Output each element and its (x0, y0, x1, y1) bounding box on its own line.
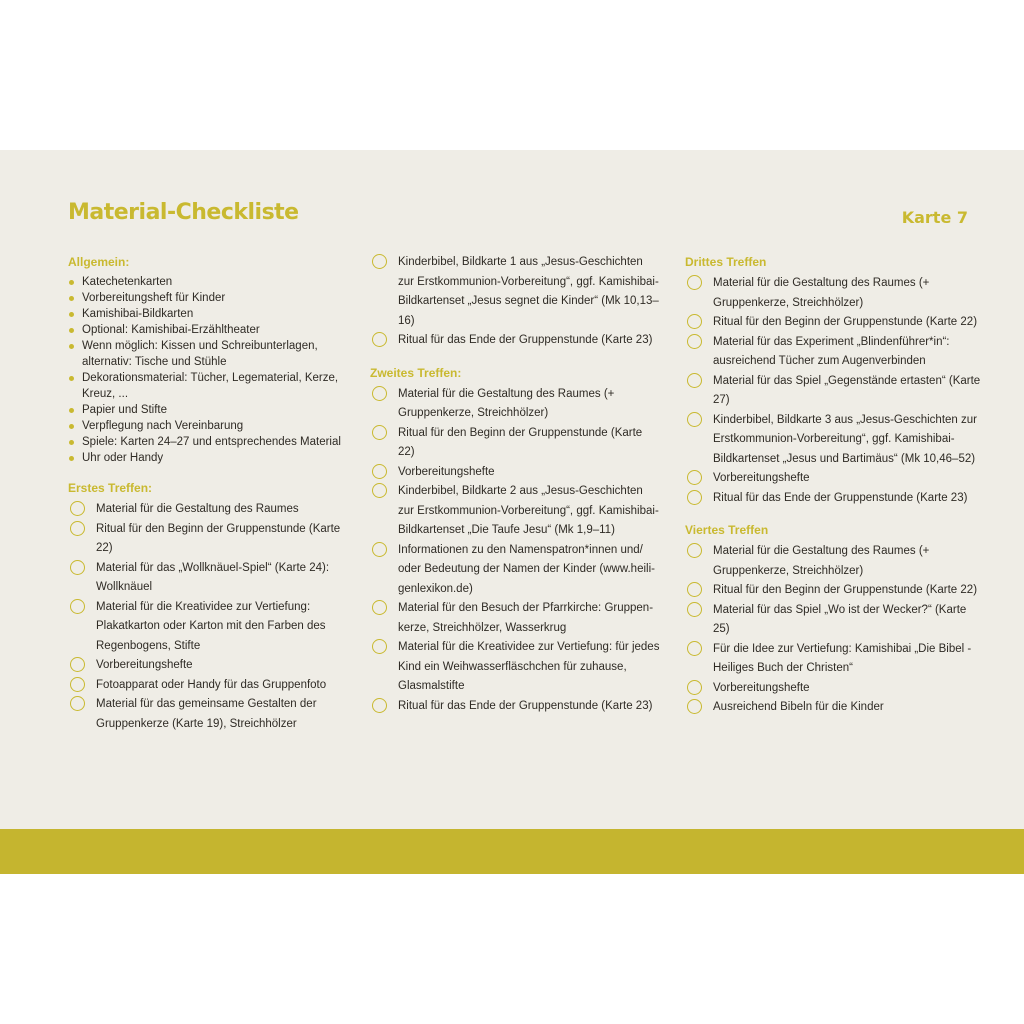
checklist-item[interactable] (68, 500, 343, 520)
checklist-item-label: Material für die Gestaltung des Raumes (96, 503, 299, 515)
checklist-item[interactable] (68, 559, 343, 598)
section-heading-erstes: Erstes Treffen: (68, 481, 153, 495)
checklist-item[interactable] (370, 599, 660, 638)
section-drittes-treffen (685, 254, 985, 508)
checkbox-circle-icon[interactable] (687, 680, 702, 695)
checklist-item-label: Material für die Gestaltung des Raumes (+ Gruppenkerze, Streichhölzer) (713, 277, 930, 309)
checklist-item[interactable] (685, 411, 985, 470)
checklist-erstes-continued (370, 253, 660, 351)
checklist-item[interactable] (68, 676, 343, 696)
checkbox-circle-icon[interactable] (70, 677, 85, 692)
checkbox-circle-icon[interactable] (687, 602, 702, 617)
page-title: Material-Checkliste (68, 200, 299, 225)
footer-band (0, 829, 1024, 874)
checklist-item-label: Material für die Gestaltung des Raumes (+ Gruppenkerze, Streichhölzer) (713, 545, 930, 577)
checklist-viertes (685, 542, 985, 718)
checkbox-circle-icon[interactable] (687, 412, 702, 427)
bullet-item: Kamishibai-Bildkarten (68, 306, 343, 322)
checklist-item[interactable] (370, 541, 660, 600)
checklist-item[interactable] (370, 424, 660, 463)
checkbox-circle-icon[interactable] (687, 641, 702, 656)
checklist-item-label: Kinderbibel, Bildkarte 2 aus „Jesus-Geschichten zur Erstkommunion-Vorbereitung“, ggf. Kamishibai-Bildkartenset „Die Taufe Jesu“ (Mk 1,9–11) (398, 485, 659, 536)
checklist-item[interactable] (685, 274, 985, 313)
checklist-item[interactable] (370, 331, 660, 351)
checklist-item-label: Material für die Kreatividee zur Vertiefung: für jedes Kind ein Weihwasserfläschchen für zuhause, Glasmalstifte (398, 641, 660, 692)
checklist-item[interactable] (370, 253, 660, 331)
checklist-item[interactable] (685, 581, 985, 601)
bullet-item: Wenn möglich: Kissen und Schreibunterlagen, alternativ: Tische und Stühle (68, 338, 343, 370)
checklist-item-label: Material für das Spiel „Wo ist der Wecker?“ (Karte 25) (713, 603, 967, 635)
checkbox-circle-icon[interactable] (372, 425, 387, 440)
checkbox-circle-icon[interactable] (70, 501, 85, 516)
checkbox-circle-icon[interactable] (70, 599, 85, 614)
checklist-item-label: Material für den Besuch der Pfarrkirche: Gruppen-kerze, Streichhölzer, Wasserkrug (398, 602, 654, 634)
checklist-item-label: Vorbereitungshefte (713, 472, 810, 484)
bullet-item: Vorbereitungsheft für Kinder (68, 290, 343, 306)
checklist-item-label: Material für die Kreatividee zur Vertiefung: Plakatkarton oder Karton mit den Farben des Regenbogens, Stifte (96, 600, 326, 652)
checklist-item-label: Vorbereitungshefte (713, 681, 810, 694)
checklist-item[interactable] (68, 695, 343, 734)
checkbox-circle-icon[interactable] (687, 582, 702, 597)
section-viertes-treffen (685, 522, 985, 718)
checklist-item[interactable] (370, 463, 660, 483)
checkbox-circle-icon[interactable] (372, 639, 387, 654)
checklist-item-label: Kinderbibel, Bildkarte 1 aus „Jesus-Geschichten zur Erstkommunion-Vorbereitung“, ggf. Kamishibai-Bildkartenset „Jesus segnet die Kinder“ (Mk 10,13–16) (398, 256, 659, 327)
section-heading-viertes: Viertes Treffen (685, 523, 769, 537)
checkbox-circle-icon[interactable] (70, 696, 85, 711)
checklist-erstes (68, 500, 343, 734)
checklist-item-label: Material für das Spiel „Gegenstände ertasten“ (Karte 27) (713, 374, 981, 406)
section-heading-allgemein: Allgemein: (68, 255, 130, 269)
checklist-item[interactable] (685, 698, 985, 718)
card-number-label: Karte 7 (901, 208, 968, 227)
checklist-item[interactable] (370, 482, 660, 541)
checklist-item-label: Material für das Experiment „Blindenführer*in“: ausreichend Tücher zum Augenverbinden (713, 335, 950, 367)
checklist-item[interactable] (685, 372, 985, 411)
checkbox-circle-icon[interactable] (687, 470, 702, 485)
bullet-item: Spiele: Karten 24–27 und entsprechendes Material (68, 434, 343, 450)
checkbox-circle-icon[interactable] (687, 490, 702, 505)
bullet-item: Katechetenkarten (68, 274, 343, 290)
checklist-item-label: Ritual für das Ende der Gruppenstunde (Karte 23) (713, 491, 968, 504)
bullet-item: Papier und Stifte (68, 402, 343, 418)
checkbox-circle-icon[interactable] (372, 542, 387, 557)
checklist-item-label: Informationen zu den Namenspatron*innen und/ oder Bedeutung der Namen der Kinder (www.heili-genlexikon.de) (398, 543, 655, 595)
checklist-item-label: Vorbereitungshefte (398, 465, 495, 478)
checklist-item-label: Ritual für den Beginn der Gruppenstunde (Karte 22) (398, 426, 643, 458)
checkbox-circle-icon[interactable] (372, 483, 387, 498)
checklist-item-label: Material für das gemeinsame Gestalten der Gruppenkerze (Karte 19), Streichhölzer (96, 698, 317, 730)
checklist-item-label: Material für das „Wollknäuel-Spiel“ (Karte 24): Wollknäuel (96, 561, 330, 593)
checklist-item-label: Ritual für den Beginn der Gruppenstunde (Karte 22) (96, 522, 341, 554)
checkbox-circle-icon[interactable] (372, 332, 387, 347)
section-heading-drittes: Drittes Treffen (685, 255, 767, 269)
checklist-item-label: Vorbereitungshefte (96, 659, 193, 671)
checklist-item[interactable] (685, 640, 985, 679)
bullet-item: Uhr oder Handy (68, 450, 343, 466)
checklist-item[interactable] (370, 385, 660, 424)
checklist-item[interactable] (685, 333, 985, 372)
checklist-item[interactable] (685, 679, 985, 699)
checklist-item[interactable] (685, 313, 985, 333)
section-zweites-treffen (370, 365, 660, 717)
column-left (68, 254, 343, 748)
checklist-item[interactable] (68, 520, 343, 559)
checkbox-circle-icon[interactable] (372, 698, 387, 713)
checklist-item[interactable] (68, 656, 343, 676)
checklist-item[interactable] (685, 542, 985, 581)
bullet-item: Verpflegung nach Vereinbarung (68, 418, 343, 434)
section-erstes-treffen-continued (370, 253, 660, 351)
checkbox-circle-icon[interactable] (372, 254, 387, 269)
checkbox-circle-icon[interactable] (70, 560, 85, 575)
checkbox-circle-icon[interactable] (687, 314, 702, 329)
checkbox-circle-icon[interactable] (70, 657, 85, 672)
checklist-item-label: Fotoapparat oder Handy für das Gruppenfoto (96, 678, 327, 691)
bullet-list-allgemein (68, 274, 343, 466)
checklist-item[interactable] (370, 697, 660, 717)
checkbox-circle-icon[interactable] (372, 386, 387, 401)
checklist-item[interactable] (68, 598, 343, 657)
checklist-item[interactable] (685, 469, 985, 489)
column-middle (370, 253, 660, 730)
checkbox-circle-icon[interactable] (372, 464, 387, 479)
checklist-item-label: Kinderbibel, Bildkarte 3 aus „Jesus-Geschichten zur Erstkommunion-Vorbereitung“, ggf. Kamishibai-Bildkartenset „Jesus und Bartimäus“ (Mk 10,46–52) (713, 413, 977, 465)
checklist-item-label: Ritual für das Ende der Gruppenstunde (Karte 23) (398, 334, 653, 346)
section-heading-zweites: Zweites Treffen: (370, 365, 462, 380)
checkbox-circle-icon[interactable] (687, 334, 702, 349)
column-right (685, 254, 985, 732)
checklist-zweites (370, 385, 660, 717)
bullet-item: Optional: Kamishibai-Erzähltheater (68, 322, 343, 338)
checklist-item-label: Material für die Gestaltung des Raumes (+ Gruppenkerze, Streichhölzer) (398, 387, 615, 419)
checklist-item-label: Ausreichend Bibeln für die Kinder (713, 701, 884, 713)
checkbox-circle-icon[interactable] (70, 521, 85, 536)
checklist-item[interactable] (685, 489, 985, 509)
bullet-item: Dekorationsmaterial: Tücher, Legematerial, Kerze, Kreuz, ... (68, 370, 343, 402)
checkbox-circle-icon[interactable] (687, 699, 702, 714)
checkbox-circle-icon[interactable] (687, 543, 702, 558)
checklist-item-label: Ritual für das Ende der Gruppenstunde (Karte 23) (398, 699, 653, 712)
checklist-drittes (685, 274, 985, 508)
section-allgemein (68, 254, 343, 466)
checkbox-circle-icon[interactable] (687, 275, 702, 290)
checklist-item[interactable] (370, 638, 660, 697)
section-erstes-treffen (68, 480, 343, 734)
checklist-item[interactable] (685, 601, 985, 640)
checklist-item-label: Für die Idee zur Vertiefung: Kamishibai „Die Bibel - Heiliges Buch der Christen“ (713, 642, 972, 674)
checkbox-circle-icon[interactable] (687, 373, 702, 388)
checklist-item-label: Ritual für den Beginn der Gruppenstunde (Karte 22) (713, 316, 978, 328)
checklist-item-label: Ritual für den Beginn der Gruppenstunde (Karte 22) (713, 584, 978, 596)
checkbox-circle-icon[interactable] (372, 600, 387, 615)
